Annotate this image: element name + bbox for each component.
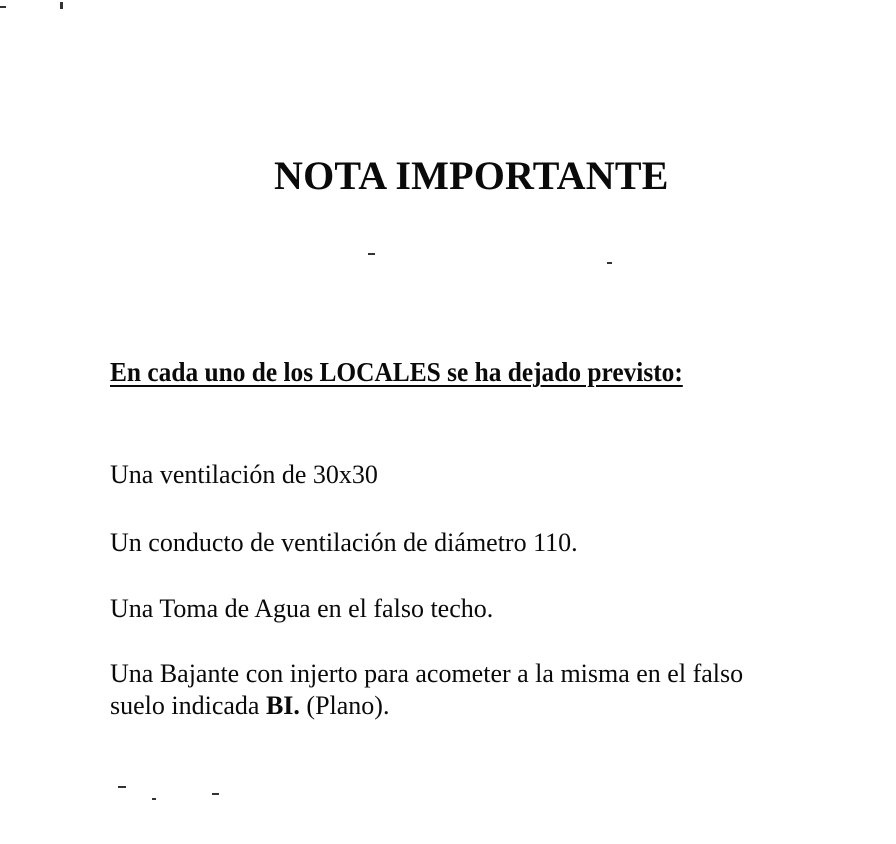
list-item: Una Toma de Agua en el falso techo.	[110, 594, 494, 623]
list-item-line: Una Bajante con injerto para acometer a la misma en el falso	[110, 659, 744, 688]
plan-reference-label: BI.	[265, 691, 300, 720]
list-item-text: (Plano).	[299, 691, 390, 720]
section-subheading: En cada uno de los LOCALES se ha dejado previsto:	[110, 357, 683, 387]
page-title: NOTA IMPORTANTE	[274, 153, 669, 198]
list-item: Una ventilación de 30x30	[110, 460, 378, 489]
list-item-line	[110, 690, 743, 722]
list-item-text: suelo indicada	[110, 691, 266, 720]
list-item	[110, 658, 743, 722]
list-item: Un conducto de ventilación de diámetro 110.	[110, 528, 578, 557]
